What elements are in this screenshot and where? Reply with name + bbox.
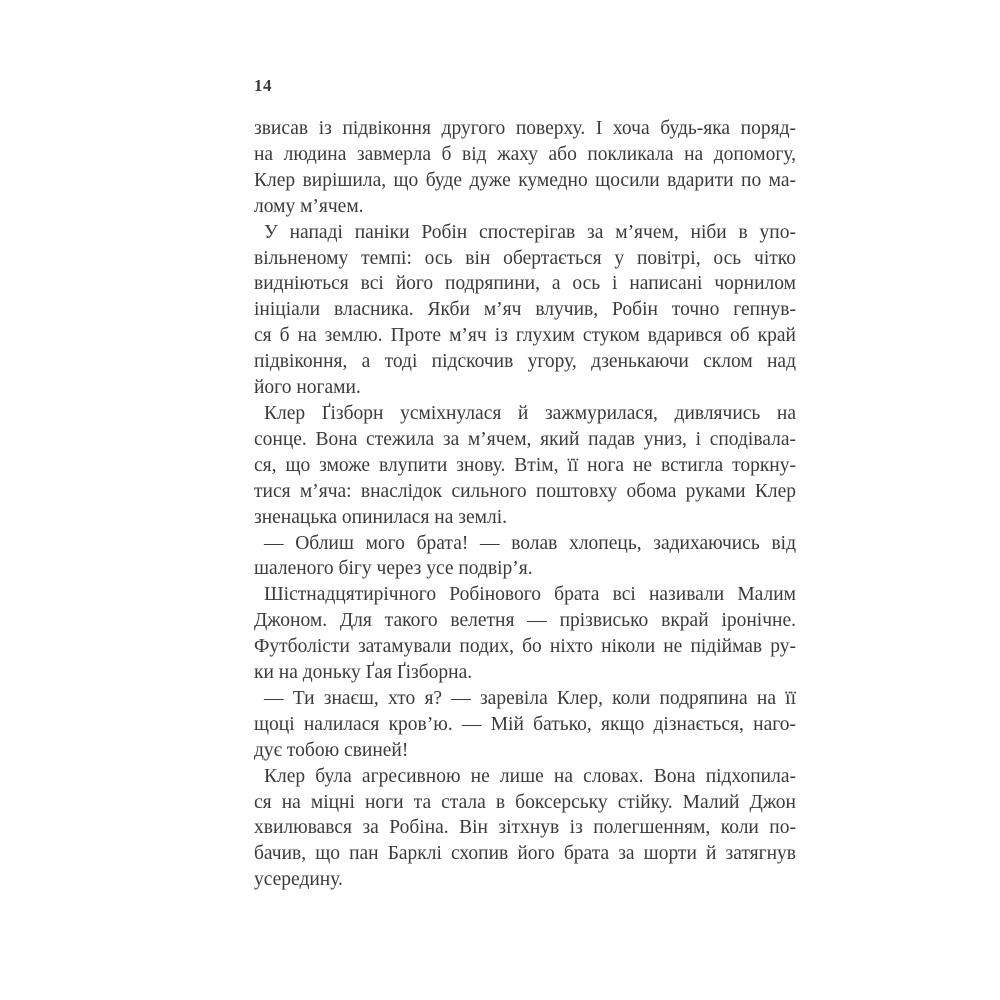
paragraph <box>254 401 796 531</box>
text-line: його ногами. <box>254 377 361 399</box>
text-line: звисав із підвіконня другого поверху. І хоча будь-яка поряд- <box>254 118 796 139</box>
paragraph <box>254 764 796 894</box>
text-line: тися м’яча: внаслідок сильного поштовху обома руками Клер <box>254 480 796 502</box>
text-line: Клер вирішила, що буде дуже кумедно щосили вдарити по ма- <box>254 169 796 191</box>
text-line: вільненому темпі: ось він обертається у повітрі, ось чітко <box>254 247 796 269</box>
text-line: Шістнадцятирічного Робінового брата всі називали Малим <box>264 584 796 606</box>
text-line: — Облиш мого брата! — волав хлопець, задихаючись від <box>264 532 796 554</box>
text-line: лому м’ячем. <box>254 195 364 217</box>
text-line: ся на міцні ноги та стала в боксерську стійку. Малий Джон <box>254 791 796 813</box>
text-line: — Ти знаєш, хто я? — заревіла Клер, коли подряпина на її <box>264 687 796 709</box>
text-line: бачив, що пан Барклі схопив його брата за шорти й затягнув <box>254 843 796 865</box>
text-line: ки на доньку Ґая Ґізборна. <box>254 662 473 684</box>
text-line: Клер була агресивною не лише на словах. Вона підхопила- <box>264 765 796 787</box>
body-text <box>254 116 796 893</box>
text-line: на людина завмерла б від жаху або покликала на допомогу, <box>254 143 796 165</box>
text-line: шаленого бігу через усе подвір’я. <box>254 558 533 580</box>
text-line: Джоном. Для такого велетня — прізвисько вкрай іронічне. <box>254 610 796 632</box>
text-line: дує тобою свиней! <box>254 739 409 761</box>
text-line: Футболісти затамували подих, бо ніхто ніколи не підіймав ру- <box>254 636 796 658</box>
paragraph <box>254 116 796 220</box>
paragraph <box>254 686 796 764</box>
text-line: ся, що зможе влупити знову. Втім, її нога не встигла торкну- <box>254 454 796 476</box>
text-line: Клер Ґізборн усміхнулася й зажмурилася, дивлячись на <box>264 402 796 424</box>
text-line: хвилювався за Робіна. Він зітхнув із полегшенням, коли по- <box>254 817 796 839</box>
text-line: У нападі паніки Робін спостерігав за м’ячем, ніби в упо- <box>264 221 796 243</box>
text-line: усередину. <box>254 869 343 891</box>
text-line: ініціали власника. Якби м’яч влучив, Робін точно гепнув- <box>254 299 796 321</box>
text-line: сонце. Вона стежила за м’ячем, який падав униз, і сподівала- <box>254 428 796 450</box>
text-line: підвіконня, а тоді підскочив угору, дзенькаючи склом над <box>254 351 796 373</box>
text-line: зненацька опинилася на землі. <box>254 506 507 528</box>
text-line: видніються всі його подряпини, а ось і написані чорнилом <box>254 273 796 295</box>
page-number: 14 <box>254 76 272 95</box>
paragraph <box>254 582 796 686</box>
text-line: щоці налилася кров’ю. — Мій батько, якщо дізнається, наго- <box>254 713 796 735</box>
paragraph <box>254 531 796 583</box>
paragraph <box>254 220 796 401</box>
text-line: ся б на землю. Проте м’яч із глухим стуком вдарився об край <box>254 325 796 347</box>
